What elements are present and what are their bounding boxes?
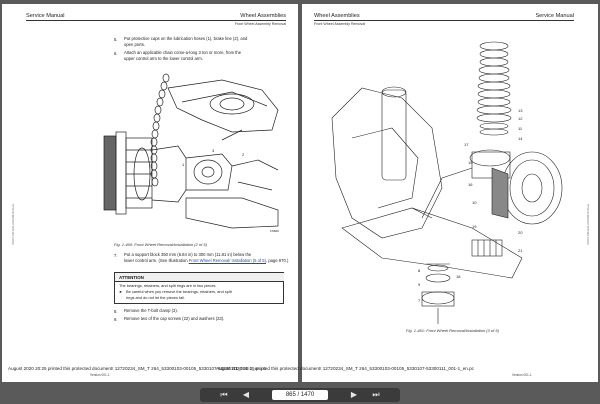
side-document-code-left: UMS71001EN-20200830-6bus xyxy=(11,204,15,246)
footer-print-notice-right: August 2020 20:25 printed this protected document! 12720234_SM_T 264_53300103-00105_5330107-53300111_001-1_en.pc xyxy=(216,366,474,371)
header-title-left: Service Manual xyxy=(26,13,65,19)
footer-version-left: Version 001-1 xyxy=(90,373,110,377)
svg-text:9: 9 xyxy=(418,282,421,287)
prev-page-icon[interactable]: ◀ xyxy=(242,390,250,399)
svg-text:11: 11 xyxy=(518,126,523,131)
wheel-hub-drawing xyxy=(104,132,186,214)
svg-text:8: 8 xyxy=(418,268,421,273)
svg-text:13: 13 xyxy=(518,108,523,113)
callout-2: 2 xyxy=(242,152,245,157)
header-rule xyxy=(314,20,574,21)
step-7-text: Put a support block 350 mm (6.84 in) to 300 mm (11.81 in) below the lower control arm. (See Illustration Front Wheel Removal/ Installation (5 of 5), page 970.) xyxy=(124,252,289,263)
figure-caption-461: Fig. 1-461: Front Wheel Removal/Installation (3 of 5) xyxy=(406,328,499,333)
footer-version-right: Version 001-1 xyxy=(512,373,532,377)
wheel-removal-illustration-3 xyxy=(322,28,582,328)
arrow-bullet-icon: ► xyxy=(119,289,123,294)
attention-title: ATTENTION xyxy=(115,273,284,282)
left-page xyxy=(2,4,298,382)
svg-text:17: 17 xyxy=(464,142,469,147)
step-8-text: Remove the T-bolt clamp (3). xyxy=(124,308,178,313)
figure-caption-460: Fig. 1-460: Front Wheel Removal/Installation (2 of 5) xyxy=(114,242,207,247)
cross-reference-link[interactable]: Front Wheel Removal/ Installation (5 of 5) xyxy=(188,258,266,263)
step-9-number: 9. xyxy=(114,317,118,322)
svg-text:19: 19 xyxy=(472,224,477,229)
subheader-left: Front Wheel Assembly Removal xyxy=(234,22,286,26)
step-5-number: 5. xyxy=(114,37,118,42)
callout-3: 3 xyxy=(212,148,215,153)
figure-code: FS846 xyxy=(270,229,279,233)
ring-stack-drawing xyxy=(477,42,511,135)
chain-illustration xyxy=(151,74,169,186)
svg-text:12: 12 xyxy=(518,116,523,121)
step-8-number: 8. xyxy=(114,309,118,314)
svg-text:10: 10 xyxy=(472,200,477,205)
attention-notice xyxy=(114,272,284,304)
side-document-code-right: UMS71001EN-20200830-6bus xyxy=(586,204,590,246)
svg-text:7: 7 xyxy=(418,298,421,303)
header-section-left: Wheel Assemblies xyxy=(240,13,286,19)
footer-print-notice-left: August 2020 20:25 printed this protected document! 12720234_SM_T 264_53300103-00105_5330107-53300111_001-1_en.pc xyxy=(8,366,266,371)
callout-1: 1 xyxy=(182,162,185,167)
svg-text:21: 21 xyxy=(518,248,523,253)
step-9-text: Remove two of the cap screws (22) and washers (23). xyxy=(124,316,225,321)
first-page-icon[interactable]: ⏮ xyxy=(220,390,228,399)
svg-text:14: 14 xyxy=(518,136,523,141)
step-7-number: 7. xyxy=(114,253,118,258)
page-navigation-toolbar xyxy=(200,388,400,402)
header-section-right: Wheel Assemblies xyxy=(314,13,360,19)
svg-text:15: 15 xyxy=(468,160,473,165)
next-page-icon[interactable]: ▶ xyxy=(350,390,358,399)
step-6-number: 6. xyxy=(114,51,118,56)
header-rule xyxy=(26,20,286,21)
svg-text:18: 18 xyxy=(456,274,461,279)
attention-line-1: The bearings, retainers, and split rings are in two pieces. xyxy=(119,283,217,288)
svg-text:16: 16 xyxy=(468,182,473,187)
last-page-icon[interactable]: ⏭ xyxy=(372,390,380,399)
step-6-text: Attach an applicable chain come-a-long 3 ton or more, from the upper control arm to the lower control arm. xyxy=(124,50,242,61)
header-title-right: Service Manual xyxy=(535,13,574,19)
attention-line-2: Be careful when you remove the bearings, retainers, and split rings and do not let the pieces fall. xyxy=(126,289,232,300)
wheel-removal-illustration-2 xyxy=(82,70,282,234)
step-5-text: Put protective caps on the lubrication hoses (1), brake line (2), and open ports. xyxy=(124,36,248,47)
page-number-input[interactable]: 865 / 1470 xyxy=(272,390,328,400)
svg-text:20: 20 xyxy=(518,230,523,235)
subheader-right: Front Wheel Assembly Removal xyxy=(314,22,366,26)
